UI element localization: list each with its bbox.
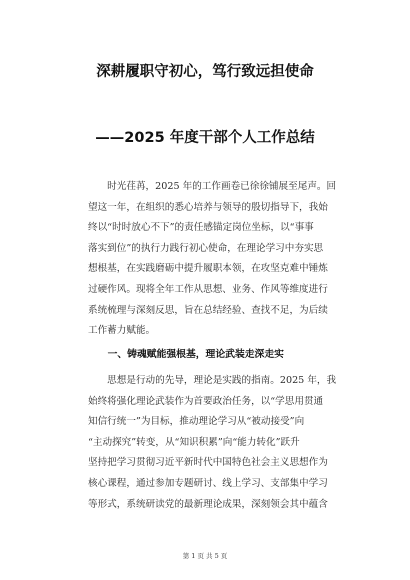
paragraph-line: 等形式，系统研读党的最新理论成果，深刻领会其中蕴含 bbox=[88, 498, 328, 510]
paragraph-line: 系统梳理与深刻反思，旨在总结经验、查找不足，为后续 bbox=[88, 304, 328, 316]
paragraph-line: 终以“时时放心不下”的责任感锚定岗位坐标，以“事事 bbox=[88, 222, 314, 234]
paragraph-line: 过硬作风。现将全年工作从思想、业务、作风等维度进行 bbox=[88, 283, 328, 295]
paragraph-line: 核心课程，通过参加专题研讨、线上学习、支部集中学习 bbox=[88, 477, 328, 489]
paragraph-line: 思想是行动的先导，理论是实践的指南。2025 年，我 bbox=[88, 375, 337, 386]
paragraph-line: 始终将强化理论武装作为首要政治任务，以“学思用贯通 bbox=[88, 395, 324, 407]
paragraph-line: 想根基，在实践磨砺中提升履职本领，在攻坚克难中锤炼 bbox=[88, 263, 328, 275]
document-subtitle: ——2025 年度干部个人工作总结 bbox=[95, 130, 315, 146]
section-paragraph bbox=[88, 371, 337, 515]
paragraph-line: 时光荏苒，2025 年的工作画卷已徐徐铺展至尾声。回 bbox=[88, 181, 337, 192]
paragraph-line: “主动探究”转变，从“知识积累”向“能力转化”跃升 bbox=[88, 436, 300, 448]
page-number: 第 1 页 共 5 页 bbox=[182, 552, 228, 560]
paragraph-line: 望这一年，在组织的悉心培养与领导的殷切指导下，我始 bbox=[88, 201, 328, 213]
section-heading: 一、铸魂赋能强根基，理论武装走深走实 bbox=[88, 349, 284, 360]
intro-paragraph bbox=[88, 177, 337, 342]
paragraph-line: 工作蓄力赋能。 bbox=[88, 325, 156, 337]
document-title: 深耕履职守初心，笃行致远担使命 bbox=[96, 64, 314, 80]
paragraph-line: 知信行统一”为目标，推动理论学习从“被动接受”向 bbox=[88, 416, 305, 428]
paragraph-line: 坚持把学习贯彻习近平新时代中国特色社会主义思想作为 bbox=[88, 457, 328, 469]
paragraph-line: 落实到位”的执行力践行初心使命，在理论学习中夯实思 bbox=[88, 242, 324, 254]
